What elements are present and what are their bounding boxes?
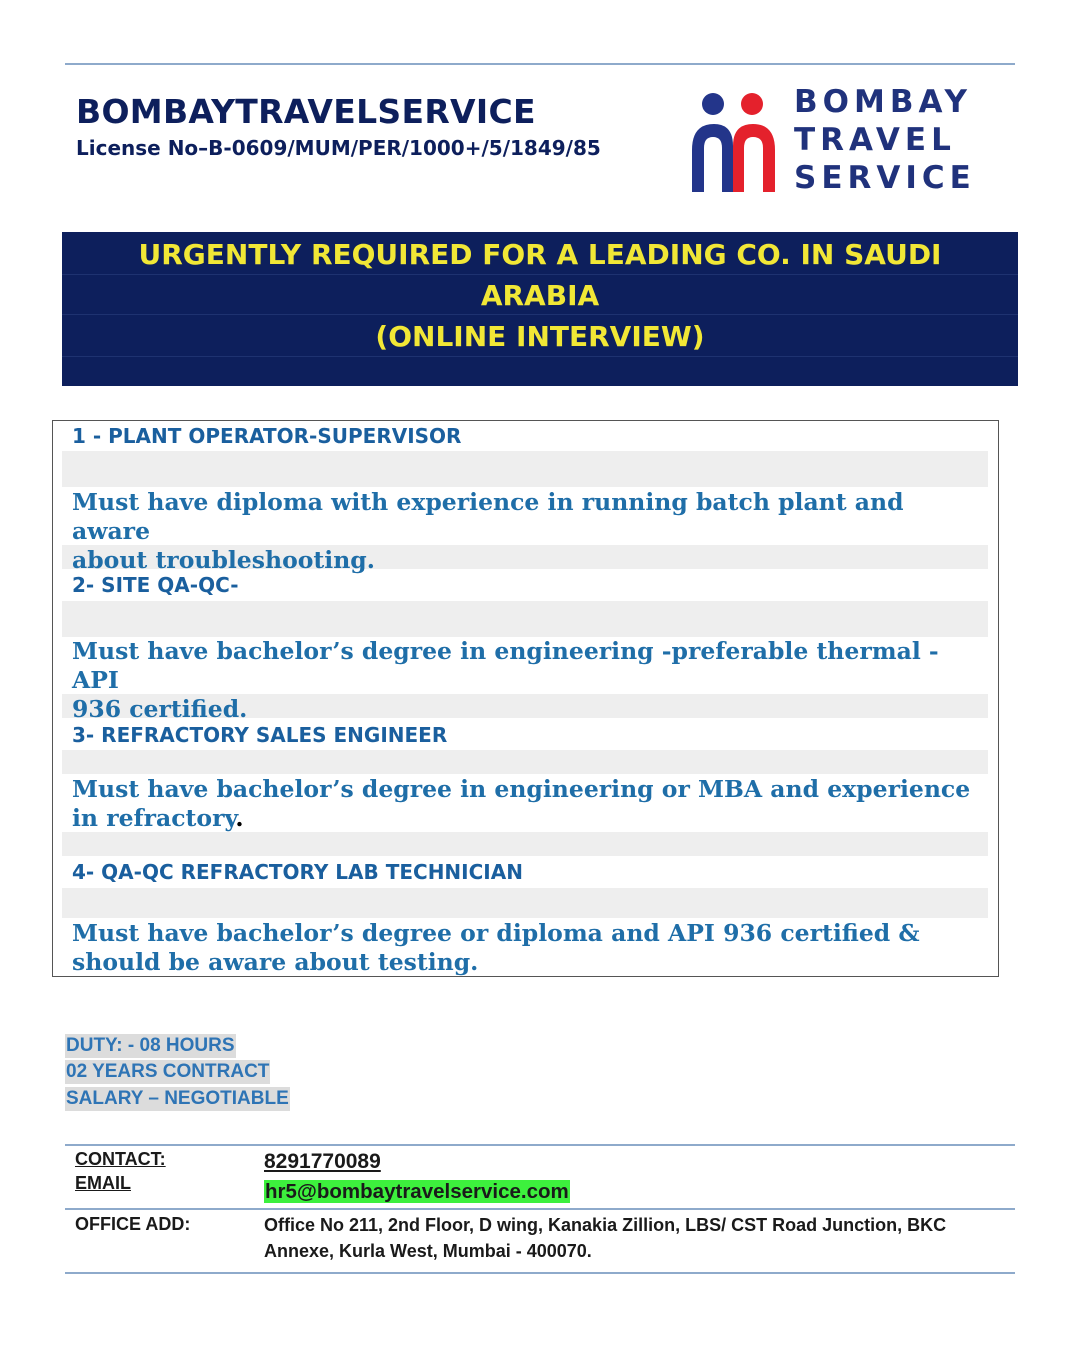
banner-line-3: (ONLINE INTERVIEW) <box>375 320 705 353</box>
salary-info: SALARY – NEGOTIABLE <box>66 1088 289 1109</box>
company-logo <box>686 84 976 196</box>
contact-label: CONTACT: <box>75 1149 166 1169</box>
logo-mark-icon <box>686 84 786 196</box>
job-title-lab-technician: 4- QA-QC REFRACTORY LAB TECHNICIAN <box>72 860 523 884</box>
banner-divider <box>62 314 1018 315</box>
job-title-plant-operator: 1 - PLANT OPERATOR-SUPERVISOR <box>72 424 462 448</box>
phone-number[interactable]: 8291770089 <box>264 1150 381 1173</box>
address-line: Office No 211, 2nd Floor, D wing, Kanakia Zillion, LBS/ CST Road Junction, BKC <box>264 1215 947 1235</box>
contact-bottom-rule <box>65 1272 1015 1274</box>
banner-line-1: URGENTLY REQUIRED FOR A LEADING CO. IN SAUDI <box>138 238 942 271</box>
description-line: should be aware about testing. <box>72 948 479 976</box>
logo-text-service: SERVICE <box>794 160 976 196</box>
description-line: Must have diploma with experience in running batch plant and aware <box>72 488 904 545</box>
job-description-refractory-sales-engineer <box>72 775 982 833</box>
logo-text-bombay: BOMBAY <box>794 84 972 120</box>
contact-top-rule <box>65 1144 1015 1146</box>
row-separator <box>62 750 988 774</box>
row-separator <box>62 888 988 918</box>
banner-divider <box>62 356 1018 357</box>
contact-middle-rule <box>65 1208 1015 1210</box>
duty-hours: DUTY: - 08 HOURS <box>66 1035 235 1056</box>
address-line: Annexe, Kurla West, Mumbai - 400070. <box>264 1241 592 1261</box>
job-description-lab-technician <box>72 919 982 977</box>
banner-line-2: ARABIA <box>480 279 600 312</box>
row-separator <box>62 832 988 856</box>
email-label: EMAIL <box>75 1173 131 1193</box>
job-title-site-qa-qc: 2- SITE QA-QC- <box>72 573 239 597</box>
description-period: . <box>235 804 244 832</box>
top-rule <box>65 63 1015 65</box>
email-link[interactable]: hr5@bombaytravelservice.com <box>265 1180 569 1203</box>
company-name: BOMBAYTRAVELSERVICE <box>76 92 536 131</box>
row-separator <box>62 601 988 637</box>
description-line <box>72 804 982 833</box>
row-separator <box>62 451 988 487</box>
description-text: in refractory <box>72 804 236 832</box>
job-title-refractory-sales-engineer: 3- REFRACTORY SALES ENGINEER <box>72 723 448 747</box>
description-line: Must have bachelor’s degree in engineering -preferable thermal -API <box>72 637 939 694</box>
description-line: Must have bachelor’s degree or diploma and API 936 certified & <box>72 919 920 947</box>
office-address <box>264 1212 1004 1264</box>
license-number: License No–B-0609/MUM/PER/1000+/5/1849/85 <box>76 136 601 160</box>
logo-text-travel: TRAVEL <box>794 122 956 158</box>
description-line: about troubleshooting. <box>72 546 375 574</box>
description-line: Must have bachelor’s degree in engineering or MBA and experience <box>72 775 971 803</box>
job-description-site-qa-qc <box>72 637 982 724</box>
contract-duration: 02 YEARS CONTRACT <box>66 1061 270 1082</box>
email-address[interactable] <box>264 1180 570 1204</box>
banner-divider <box>62 274 1018 275</box>
job-description-plant-operator <box>72 488 982 575</box>
description-line: 936 certified. <box>72 695 248 723</box>
headline-banner <box>62 232 1018 386</box>
office-address-label: OFFICE ADD: <box>75 1214 191 1234</box>
